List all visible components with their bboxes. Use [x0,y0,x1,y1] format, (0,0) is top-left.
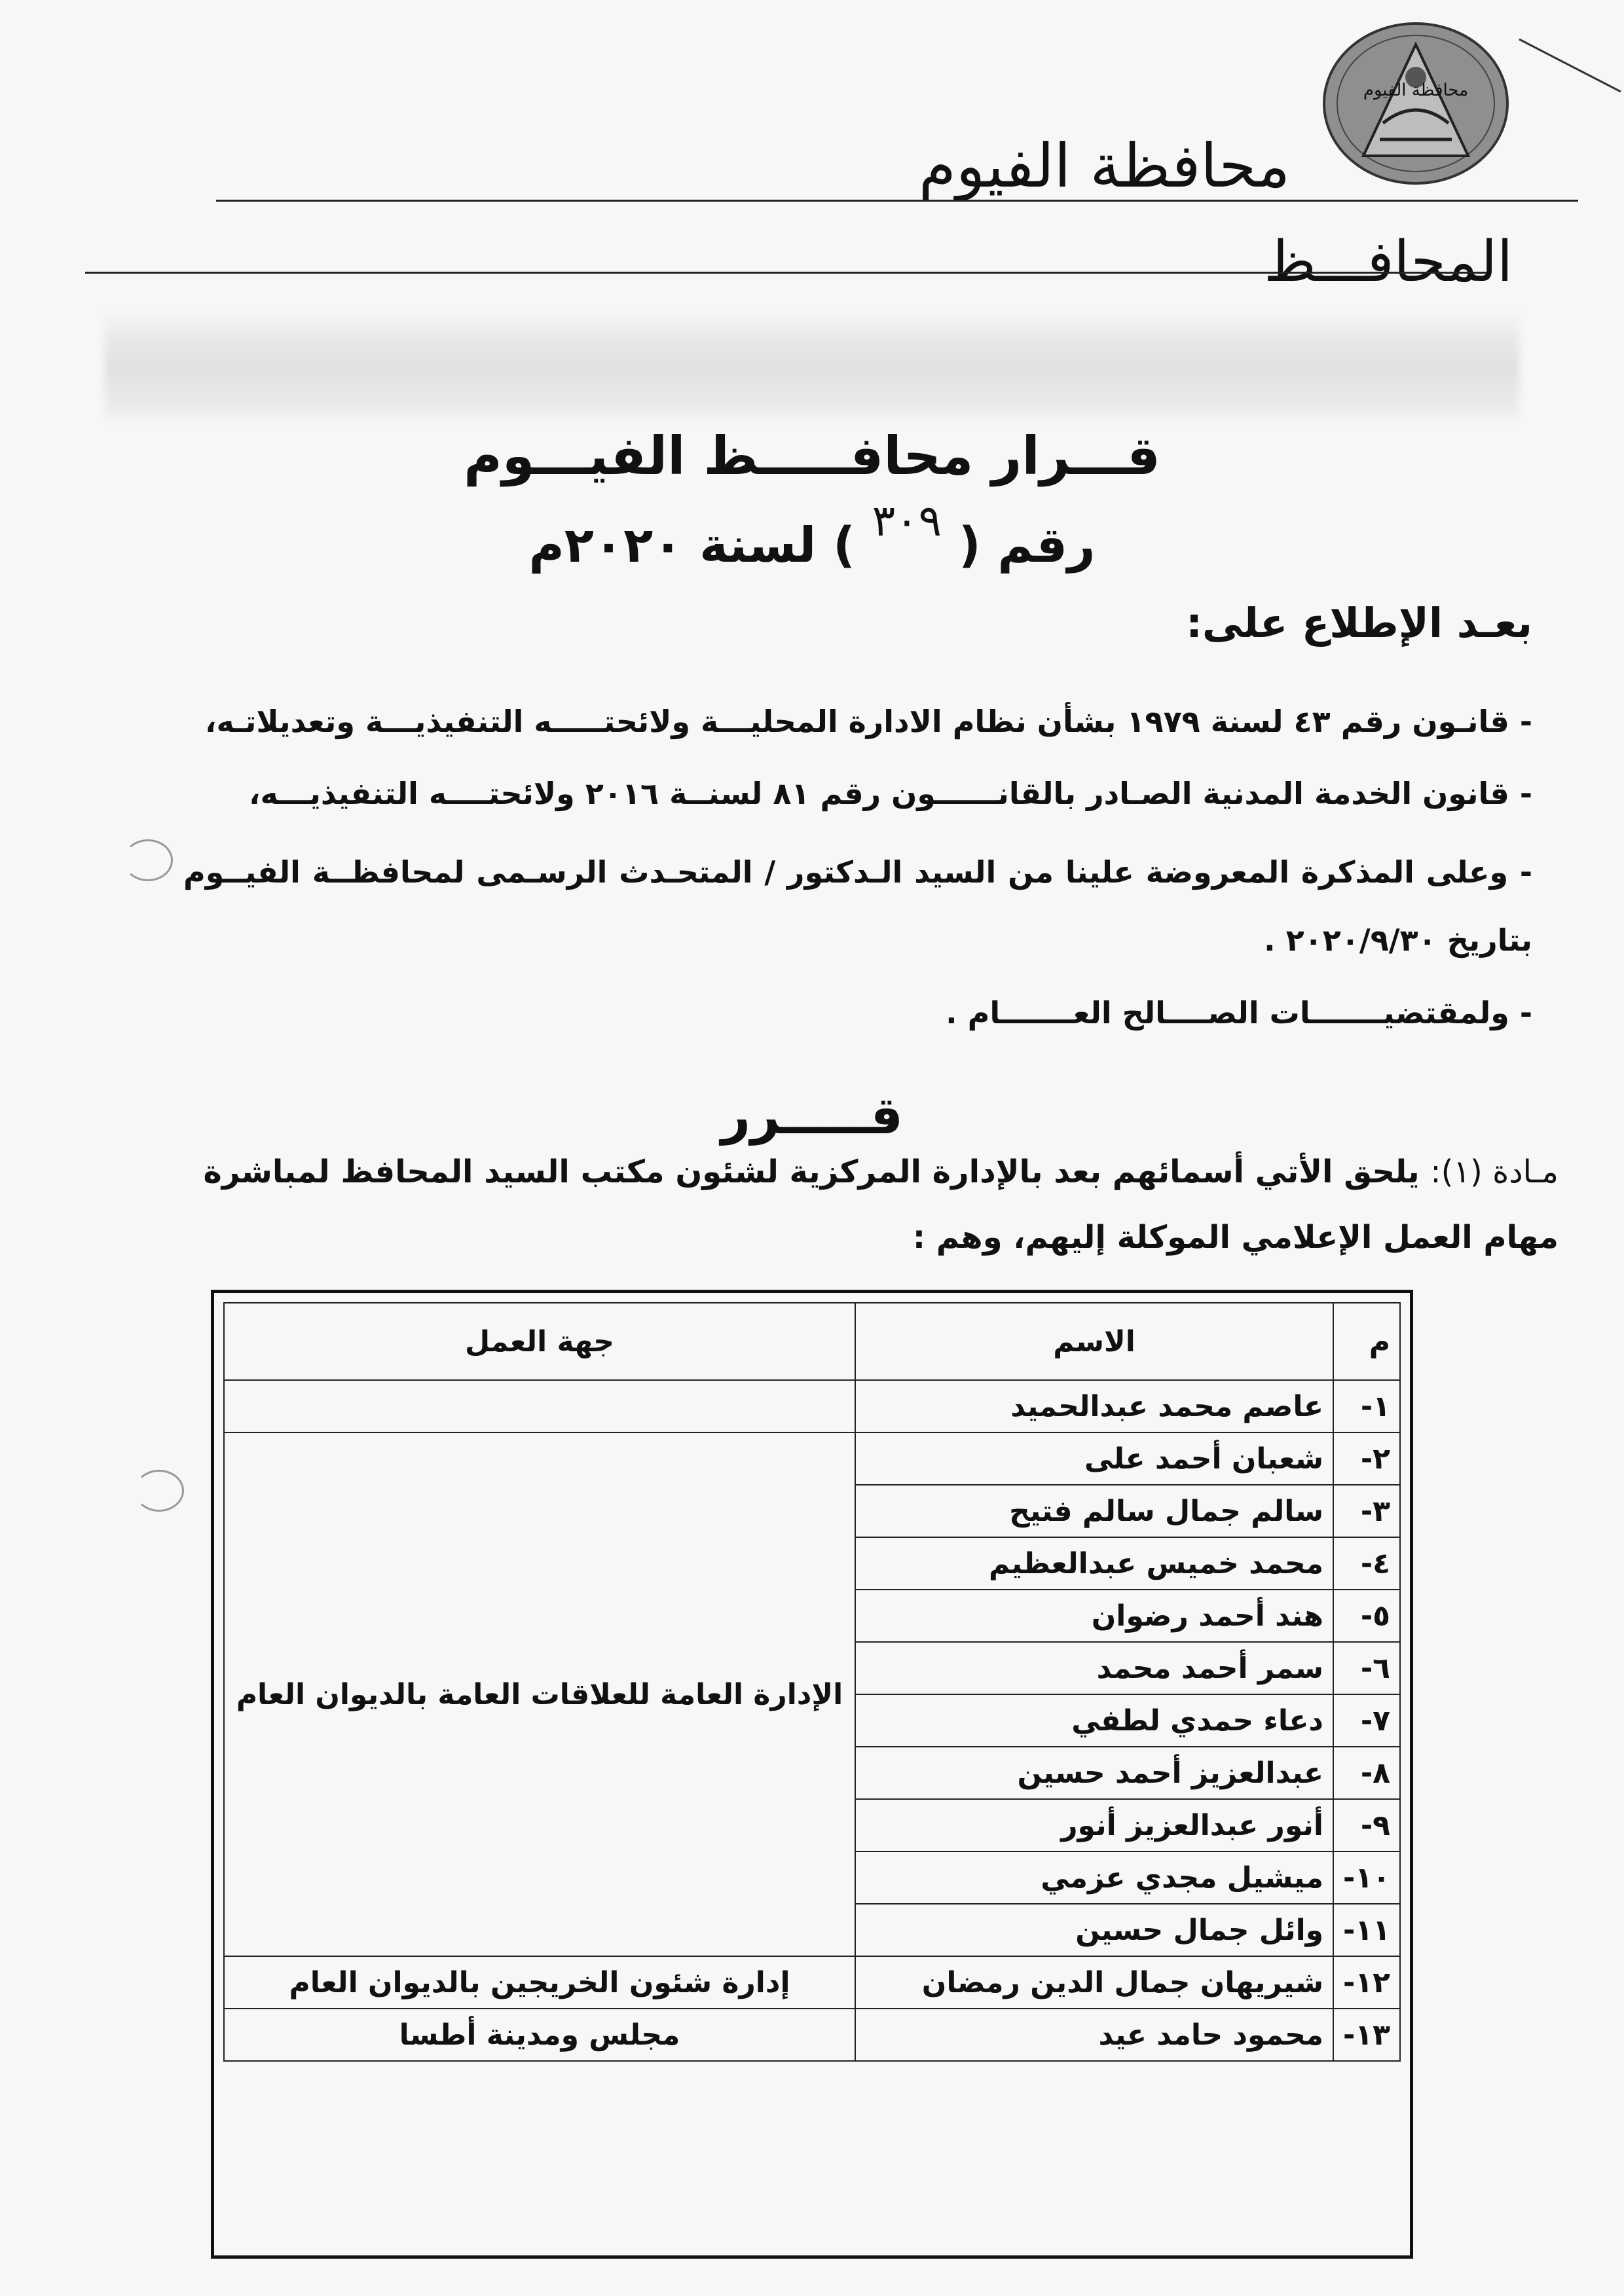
governorate-seal [1318,18,1514,189]
decision-heading: قـــــرر [721,1087,903,1146]
row-index: ٣- [1333,1485,1400,1537]
row-name: محمد خميس عبدالعظيم [855,1537,1333,1590]
header-index: م [1333,1303,1400,1380]
row-index: ٥- [1333,1590,1400,1642]
row-index: ١١- [1333,1904,1400,1956]
decree-number-line [0,496,1624,574]
preamble-item: - قانـون رقم ٤٣ لسنة ١٩٧٩ بشأن نظام الادارة المحليـــة ولائحتـــــه التنفيذيـــة وتعديلاتـه، [205,704,1532,739]
decree-title: قـــرار محافـــــظ الفيـــوم [464,426,1160,486]
decree-number: ٣٠٩ [872,496,942,546]
row-index: ٢- [1333,1432,1400,1485]
row-name: عبدالعزيز أحمد حسين [855,1747,1333,1799]
row-name: ميشيل مجدي عزمي [855,1851,1333,1904]
preamble-heading: بعـد الإطلاع على: [1186,599,1532,647]
table-row [224,2009,1400,2061]
decree-number-suffix: ) لسنة ٢٠٢٠م [528,517,855,574]
svg-text:محافظة الفيوم: محافظة الفيوم [1363,81,1469,100]
row-workplace: مجلس ومدينة أطسا [224,2009,855,2061]
preamble-item: - وعلى المذكرة المعروضة علينا من السيد الـدكتور / المتحـدث الرسـمى لمحافظــة الفيــوم بتاريخ ٢٠٢٠/٩/٣٠ . [183,854,1532,958]
row-name: دعاء حمدي لطفي [855,1694,1333,1747]
office-label: المحافـــظ [1264,229,1513,295]
row-index: ٤- [1333,1537,1400,1590]
table-row [224,1380,1400,1432]
header-rule [216,200,1578,202]
punch-hole [123,839,173,881]
row-index: ١٠- [1333,1851,1400,1904]
row-index: ٦- [1333,1642,1400,1694]
preamble-item: - قانون الخدمة المدنية الصـادر بالقانــــــون رقم ٨١ لسنــة ٢٠١٦ ولائحتــــه التنفيذيـــه، [249,776,1532,811]
row-workplace: إدارة شئون الخريجين بالديوان العام [224,1956,855,2009]
article-text: يلحق الأتي أسمائهم بعد بالإدارة المركزية لشئون مكتب السيد المحافظ لمباشرة مهام العمل الإعلامي الموكلة إليهم، وهم : [203,1154,1559,1256]
scan-mark [1513,26,1624,98]
article-1 [183,1139,1559,1270]
names-table-frame [211,1290,1413,2259]
row-name: أنور عبدالعزيز أنور [855,1799,1333,1851]
governorate-name: محافظة الفيوم [918,131,1290,201]
header-rule [85,272,1486,274]
decree-number-prefix: رقم ( [958,517,1096,574]
header-name: الاسم [855,1303,1333,1380]
row-name: عاصم محمد عبدالحميد [855,1380,1333,1432]
row-name: سمر أحمد محمد [855,1642,1333,1694]
row-index: ٨- [1333,1747,1400,1799]
punch-hole [134,1470,184,1512]
row-index: ١٢- [1333,1956,1400,2009]
row-index: ٧- [1333,1694,1400,1747]
table-header-row [224,1303,1400,1380]
row-name: شعبان أحمد على [855,1432,1333,1485]
row-index: ١- [1333,1380,1400,1432]
row-name: محمود حامد عيد [855,2009,1333,2061]
row-name: شيريهان جمال الدين رمضان [855,1956,1333,2009]
row-workplace-empty [224,1380,855,1432]
row-name: هند أحمد رضوان [855,1590,1333,1642]
row-name: سالم جمال سالم فتيح [855,1485,1333,1537]
row-name: وائل جمال حسين [855,1904,1333,1956]
names-table [223,1302,1401,2062]
scan-smudge [105,308,1519,419]
table-row [224,1432,1400,1485]
preamble-item: - ولمقتضيـــــــات الصــــالح العـــــــام . [946,995,1532,1030]
row-workplace: الإدارة العامة للعلاقات العامة بالديوان العام [224,1432,855,1956]
table-row [224,1956,1400,2009]
header-workplace: جهة العمل [224,1303,855,1380]
article-label: مـادة (١): [1430,1154,1559,1190]
row-index: ١٣- [1333,2009,1400,2061]
row-index: ٩- [1333,1799,1400,1851]
